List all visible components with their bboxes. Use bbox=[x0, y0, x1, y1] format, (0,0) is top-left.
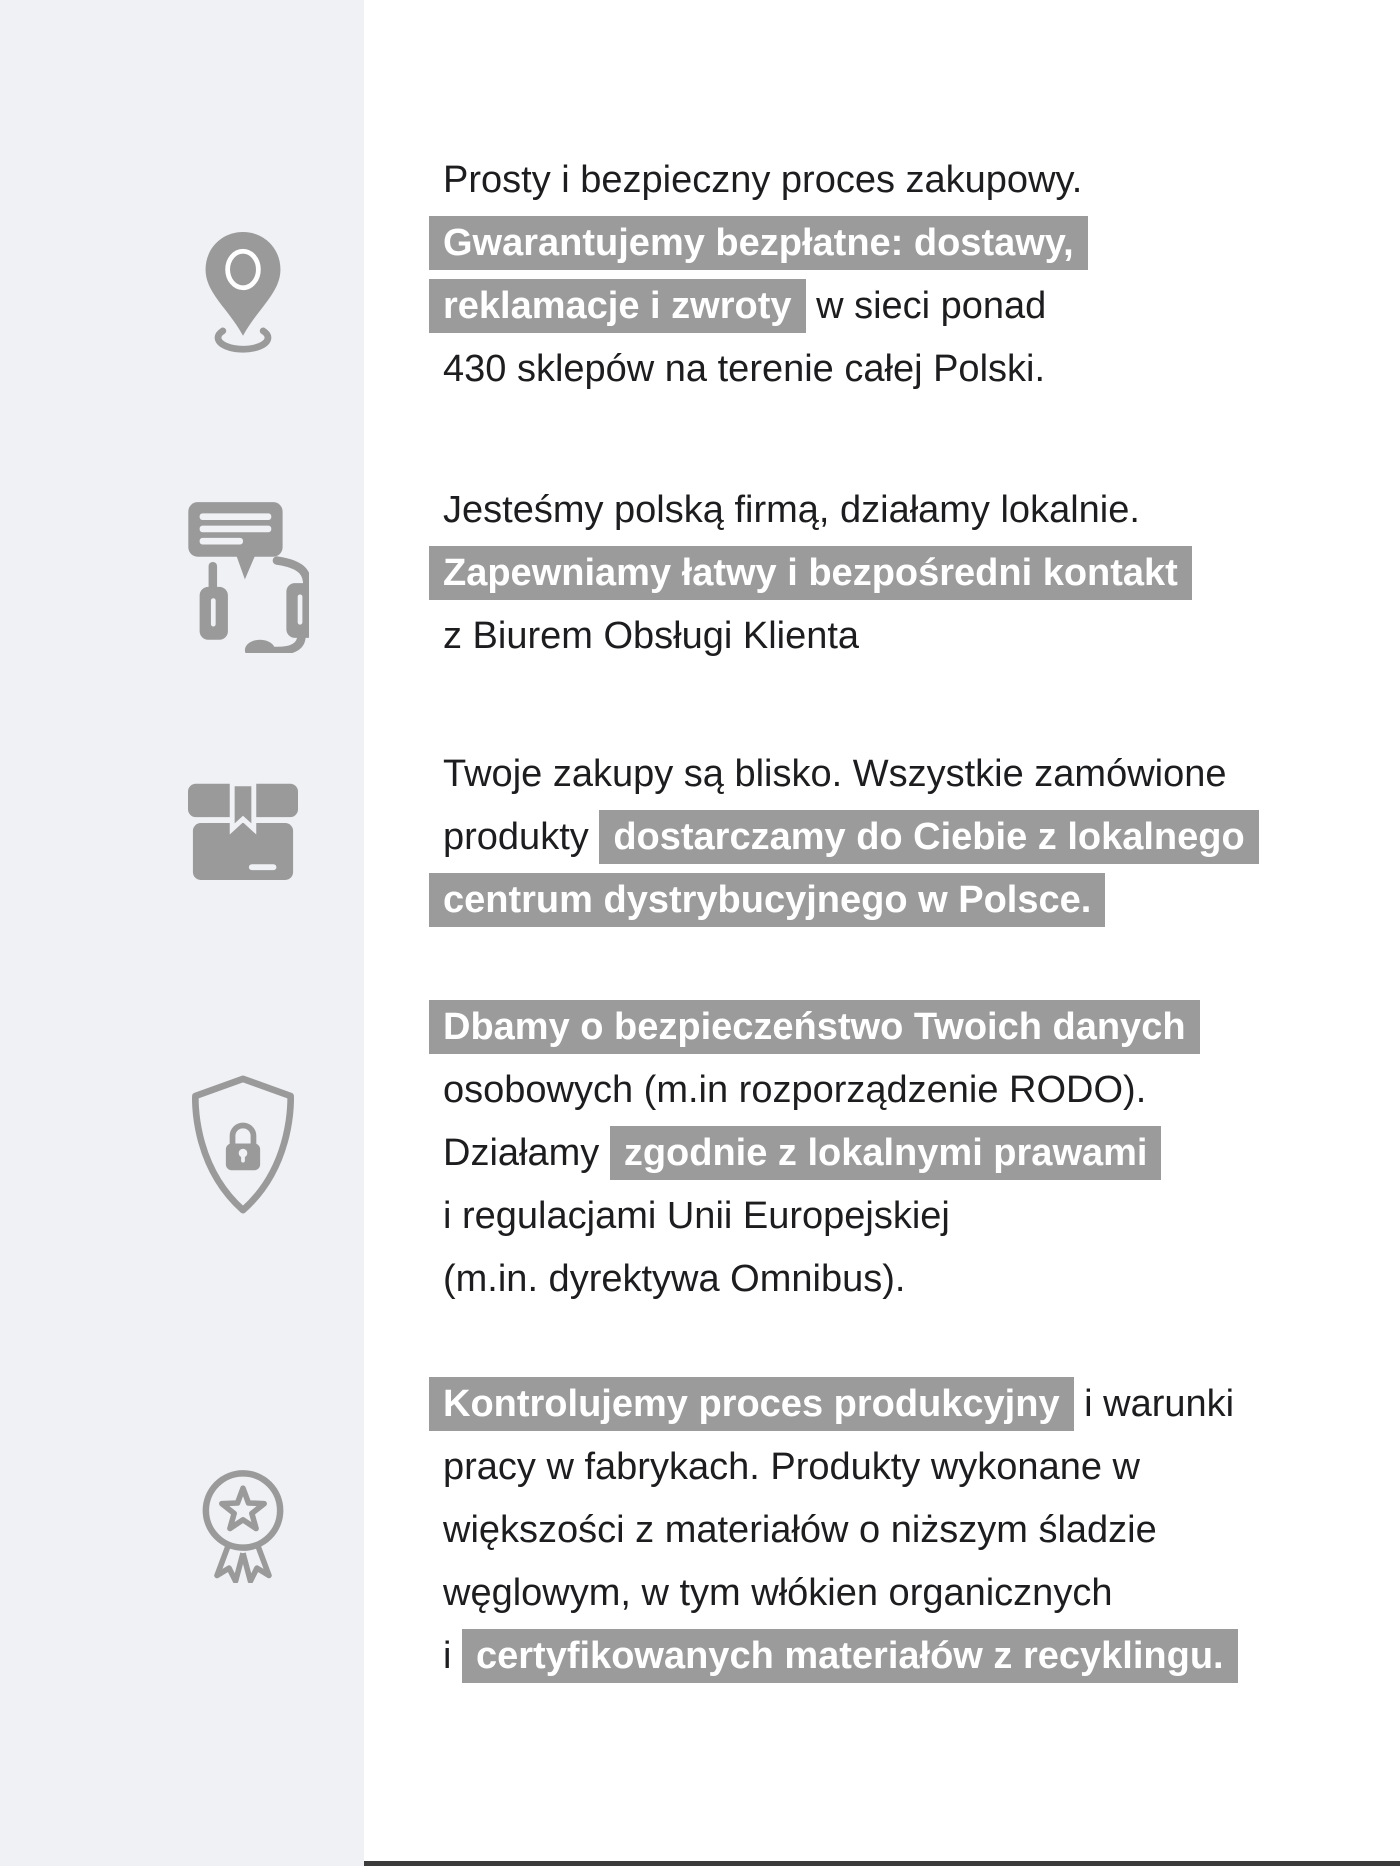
plain-text: z Biurem Obsługi Klienta bbox=[443, 614, 860, 657]
highlighted-text: centrum dystrybucyjnego w Polsce. bbox=[429, 873, 1105, 927]
highlighted-text: Zapewniamy łatwy i bezpośredni kontakt bbox=[429, 546, 1192, 600]
text-line bbox=[443, 1498, 1343, 1561]
highlighted-text: certyfikowanych materiałów z recyklingu. bbox=[462, 1629, 1238, 1683]
text-line bbox=[443, 1372, 1343, 1435]
text-line bbox=[443, 742, 1343, 805]
text-line bbox=[443, 478, 1343, 541]
plain-text: (m.in. dyrektywa Omnibus). bbox=[443, 1257, 906, 1300]
text-line bbox=[443, 1247, 1343, 1310]
plain-text: Twoje zakupy są blisko. Wszystkie zamówione bbox=[443, 752, 1227, 795]
benefit-block bbox=[443, 995, 1343, 1310]
plain-text: 430 sklepów na terenie całej Polski. bbox=[443, 347, 1046, 390]
package-box-icon bbox=[188, 768, 298, 880]
text-line bbox=[443, 604, 1343, 667]
next-section-edge bbox=[364, 1861, 1400, 1866]
plain-text: osobowych (m.in rozporządzenie RODO). bbox=[443, 1068, 1147, 1111]
location-pin-icon bbox=[195, 228, 291, 358]
text-line bbox=[443, 868, 1343, 931]
plain-text: i bbox=[443, 1634, 462, 1677]
plain-text: i regulacjami Unii Europejskiej bbox=[443, 1194, 950, 1237]
highlighted-text: dostarczamy do Ciebie z lokalnego bbox=[599, 810, 1258, 864]
text-line bbox=[443, 1058, 1343, 1121]
text-line bbox=[443, 1121, 1343, 1184]
plain-text: Prosty i bezpieczny proces zakupowy. bbox=[443, 158, 1083, 201]
highlighted-text: Dbamy o bezpieczeństwo Twoich danych bbox=[429, 1000, 1200, 1054]
benefit-block bbox=[443, 742, 1343, 931]
text-line bbox=[443, 148, 1343, 211]
plain-text: i warunki bbox=[1073, 1382, 1235, 1425]
text-line bbox=[443, 1624, 1343, 1687]
plain-text: węglowym, w tym włókien organicznych bbox=[443, 1571, 1113, 1614]
text-line bbox=[443, 995, 1343, 1058]
text-line bbox=[443, 1184, 1343, 1247]
text-line bbox=[443, 274, 1343, 337]
plain-text: pracy w fabrykach. Produkty wykonane w bbox=[443, 1445, 1140, 1488]
plain-text: Działamy bbox=[443, 1131, 610, 1174]
benefit-block bbox=[443, 148, 1343, 400]
highlighted-text: Gwarantujemy bezpłatne: dostawy, bbox=[429, 216, 1088, 270]
text-line bbox=[443, 1435, 1343, 1498]
plain-text: większości z materiałów o niższym śladzie bbox=[443, 1508, 1157, 1551]
text-line bbox=[443, 211, 1343, 274]
benefit-block bbox=[443, 478, 1343, 667]
text-line bbox=[443, 805, 1343, 868]
highlighted-text: reklamacje i zwroty bbox=[429, 279, 806, 333]
award-badge-icon bbox=[191, 1464, 295, 1583]
text-line bbox=[443, 337, 1343, 400]
text-line bbox=[443, 541, 1343, 604]
plain-text: w sieci ponad bbox=[805, 284, 1047, 327]
plain-text: produkty bbox=[443, 815, 600, 858]
text-line bbox=[443, 1561, 1343, 1624]
plain-text: Jesteśmy polską firmą, działamy lokalnie. bbox=[443, 488, 1140, 531]
highlighted-text: zgodnie z lokalnymi prawami bbox=[610, 1126, 1162, 1180]
headset-support-icon bbox=[177, 502, 309, 653]
benefit-block bbox=[443, 1372, 1343, 1687]
sidebar bbox=[0, 0, 364, 1866]
shield-lock-icon bbox=[184, 1073, 302, 1216]
highlighted-text: Kontrolujemy proces produkcyjny bbox=[429, 1377, 1074, 1431]
